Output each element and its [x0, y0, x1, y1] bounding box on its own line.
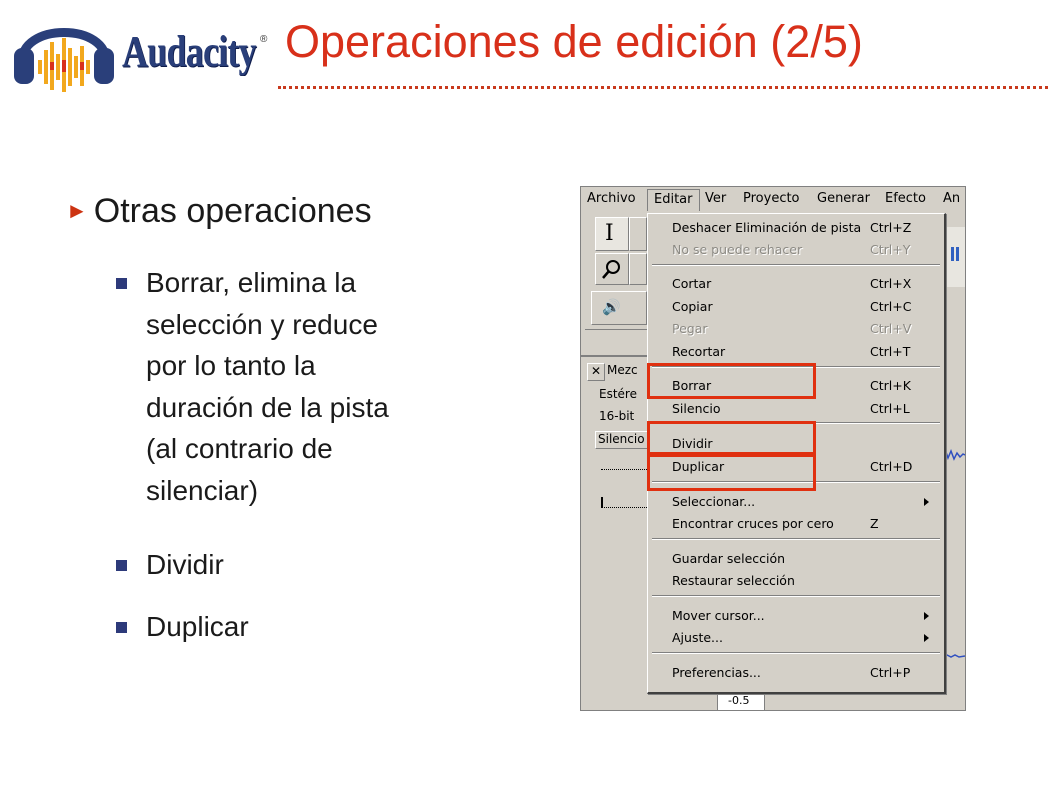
shortcut: Ctrl+L	[870, 401, 910, 416]
menu-separator	[652, 652, 940, 654]
menu-archivo[interactable]: Archivo	[587, 191, 636, 206]
slide-title: Operaciones de edición (2/5)	[285, 16, 863, 67]
track-name[interactable]: Mezc	[607, 363, 638, 377]
menu-item-ajuste[interactable]: Ajuste...	[672, 630, 723, 645]
menu-generar[interactable]: Generar	[817, 191, 870, 206]
toolbar-fragment	[945, 227, 965, 287]
menu-separator	[652, 538, 940, 540]
logo-registered-mark: ®	[260, 34, 268, 45]
menu-item-recortar[interactable]: Recortar	[672, 344, 726, 359]
menu-item-pegar: Pegar	[672, 321, 708, 336]
shortcut: Ctrl+Y	[870, 242, 911, 257]
square-bullet-icon	[116, 560, 127, 571]
track-panel	[581, 355, 651, 711]
sub-bullet-borrar	[146, 262, 389, 511]
shortcut: Ctrl+Z	[870, 220, 912, 235]
waveform-fragment	[943, 649, 965, 657]
highlight-duplicar	[647, 452, 816, 491]
shortcut: Ctrl+D	[870, 459, 913, 474]
pan-slider[interactable]	[601, 497, 649, 508]
menu-item-duplicar[interactable]: Duplicar	[672, 459, 725, 474]
audacity-logo	[8, 4, 270, 92]
shortcut: Ctrl+T	[870, 344, 911, 359]
selection-tool-button[interactable]	[595, 217, 629, 251]
menu-item-restaurar-seleccion[interactable]: Restaurar selección	[672, 573, 795, 588]
sub-bullet-line: por lo tanto la	[146, 350, 316, 381]
main-bullet-text: Otras operaciones	[93, 192, 372, 230]
audacity-screenshot	[580, 186, 966, 711]
close-icon[interactable]: ✕	[587, 363, 605, 381]
envelope-tool-button[interactable]	[629, 217, 647, 251]
headphones-icon	[8, 4, 120, 92]
shortcut: Ctrl+X	[870, 276, 912, 291]
main-bullet	[66, 192, 372, 231]
menu-item-borrar[interactable]: Borrar	[672, 378, 712, 393]
menu-item-cruces-cero[interactable]: Encontrar cruces por cero	[672, 516, 834, 531]
zoom-tool-button[interactable]	[595, 253, 629, 285]
logo-wordmark: Audacity	[122, 27, 256, 76]
menu-item-seleccionar[interactable]: Seleccionar...	[672, 494, 756, 509]
shortcut: Ctrl+C	[870, 299, 912, 314]
square-bullet-icon	[116, 622, 127, 633]
menu-item-cortar[interactable]: Cortar	[672, 276, 712, 291]
menu-item-copiar[interactable]: Copiar	[672, 299, 713, 314]
volume-control[interactable]	[591, 291, 647, 325]
shortcut: Ctrl+P	[870, 665, 911, 680]
submenu-arrow-icon	[924, 634, 929, 642]
menu-item-mover-cursor[interactable]: Mover cursor...	[672, 608, 765, 623]
menu-item-dividir[interactable]: Dividir	[672, 436, 713, 451]
menu-item-deshacer[interactable]: Deshacer Eliminación de pista	[672, 220, 862, 235]
menu-separator	[652, 595, 940, 597]
speaker-icon: 🔊	[602, 298, 621, 316]
sub-bullet-duplicar: Duplicar	[146, 611, 249, 642]
menu-item-silencio[interactable]: Silencio	[672, 401, 721, 416]
track-format: Estére	[599, 387, 637, 401]
menu-efecto[interactable]: Efecto	[885, 191, 926, 206]
sub-bullet-line: (al contrario de	[146, 433, 333, 464]
toolbar-divider	[585, 329, 649, 330]
menu-analizar[interactable]: An	[943, 191, 961, 206]
scale-label: -0.5	[717, 687, 765, 711]
submenu-arrow-icon	[924, 498, 929, 506]
menu-editar[interactable]: Editar	[647, 189, 700, 211]
sub-bullet-line: duración de la pista	[146, 391, 389, 423]
menu-item-preferencias[interactable]: Preferencias...	[672, 665, 761, 680]
sub-bullet-line: Borrar, elimina la	[146, 267, 357, 298]
sub-bullet-dividir: Dividir	[146, 549, 224, 580]
shortcut: Ctrl+V	[870, 321, 912, 336]
menu-item-guardar-seleccion[interactable]: Guardar selección	[672, 551, 786, 566]
sub-bullet-line: selección y reduce	[146, 308, 378, 340]
title-underline	[278, 86, 1048, 89]
triangle-bullet-icon: ►	[66, 198, 88, 223]
shortcut: Z	[870, 516, 879, 531]
menu-ver[interactable]: Ver	[705, 191, 727, 206]
gain-slider[interactable]	[601, 459, 647, 470]
sub-bullet-line: silenciar)	[146, 474, 259, 506]
timeshift-tool-button[interactable]	[629, 253, 647, 285]
square-bullet-icon	[116, 278, 127, 289]
menu-item-rehacer: No se puede rehacer	[672, 242, 803, 257]
shortcut: Ctrl+K	[870, 378, 911, 393]
waveform-fragment	[943, 449, 965, 461]
menu-bar	[581, 187, 965, 211]
track-bitdepth: 16-bit	[599, 409, 635, 423]
menu-separator	[652, 264, 940, 266]
i-beam-icon: I	[605, 221, 614, 246]
highlight-borrar	[647, 363, 816, 399]
magnifier-icon	[601, 258, 623, 280]
mute-button[interactable]: Silencio	[595, 431, 651, 449]
submenu-arrow-icon	[924, 612, 929, 620]
menu-proyecto[interactable]: Proyecto	[743, 191, 800, 206]
